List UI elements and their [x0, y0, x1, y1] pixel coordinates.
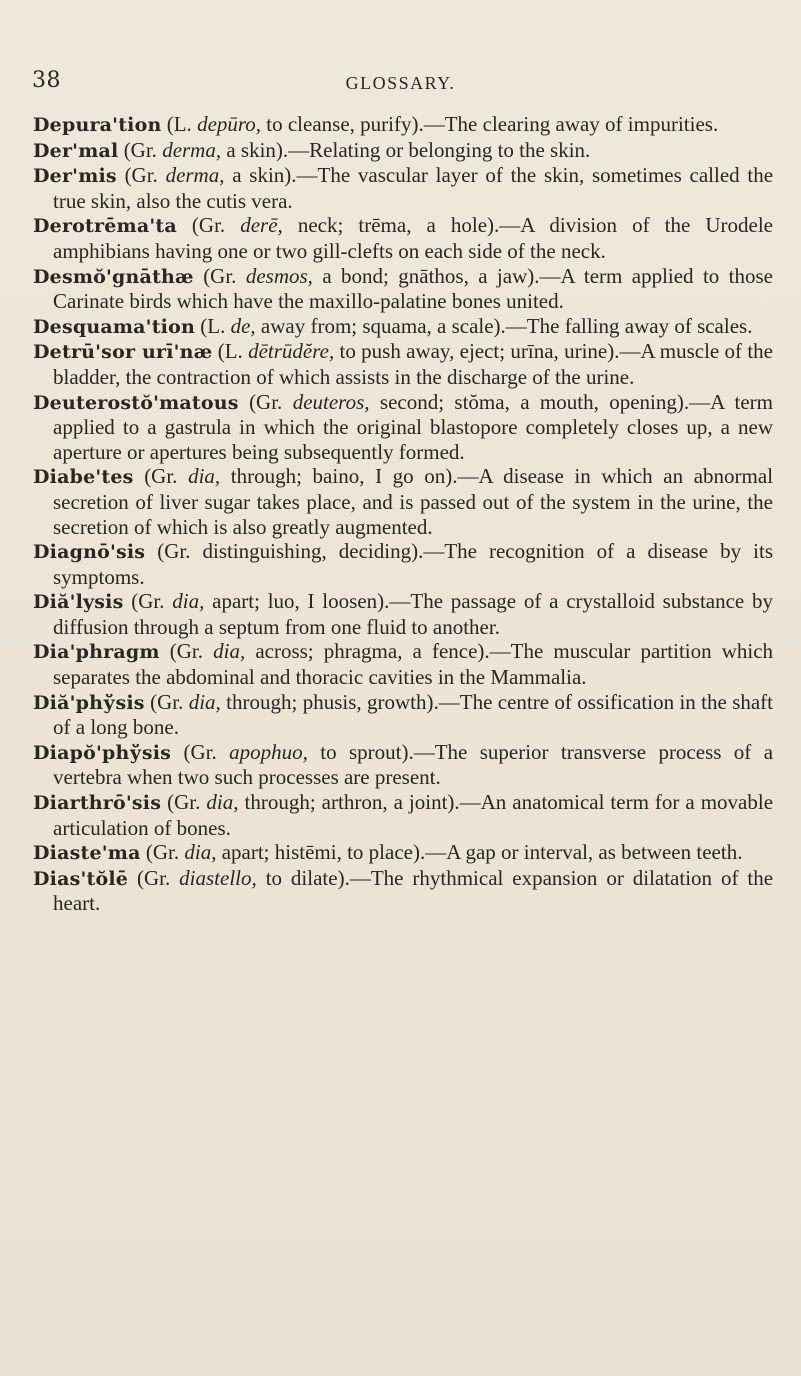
glossary-entry — [33, 539, 773, 589]
headword: Diarthrō'sis — [33, 792, 162, 815]
page-number: 38 — [32, 68, 61, 93]
etymon: dia, — [184, 840, 217, 865]
definition: to cleanse, purify).—The clearing away of impurities. — [266, 112, 719, 136]
language-note: (L. — [200, 313, 226, 338]
glossary-entry — [33, 840, 773, 866]
etymon: depūro, — [197, 112, 262, 136]
language-note: (Gr. — [169, 639, 203, 664]
headword: Dias'tŏlē — [33, 867, 129, 890]
etymon: diastello, — [179, 865, 257, 890]
headword: Dia'phragm — [33, 641, 160, 664]
headword: Der'mal — [33, 139, 119, 162]
headword: Desquama'tion — [33, 315, 195, 338]
etymon: desmos, — [245, 263, 313, 288]
language-note: (Gr. — [167, 790, 201, 815]
glossary-entry — [33, 314, 773, 340]
glossary-entry — [33, 339, 773, 389]
definition: to sprout).—The superior transverse process of a vertebra when two such processes are present. — [53, 739, 774, 790]
language-note: (Gr. — [157, 539, 191, 564]
language-note: (L. — [166, 112, 192, 136]
definition: a skin).—Relating or belonging to the skin. — [226, 137, 591, 162]
etymon: dia, — [188, 689, 221, 714]
glossary-entry — [33, 740, 773, 790]
definition: through; phusis, growth).—The centre of ossification in the shaft of a long bone. — [53, 689, 774, 740]
language-note: (Gr. — [137, 865, 171, 890]
glossary-entry — [33, 639, 773, 689]
headword: Desmŏ'gnāthæ — [33, 265, 194, 288]
headword: Diă'phўsis — [33, 691, 145, 714]
glossary-entry — [33, 866, 773, 916]
language-note: (Gr. — [144, 464, 178, 489]
definition: to push away, eject; urīna, urine).—A muscle of the bladder, the contraction of which assists in the discharge of the urine. — [53, 339, 773, 389]
etymon: dia, — [206, 790, 239, 815]
glossary-entry — [33, 112, 773, 138]
definition: second; stŏma, a mouth, opening).—A term applied to a gastrula in which the original blastopore completely closes up, a new aperture or apertures being subsequently formed. — [53, 389, 774, 464]
headword: Diă'lysis — [33, 591, 124, 614]
language-note: (Gr. — [183, 739, 217, 764]
glossary-entry — [33, 690, 773, 740]
headword: Der'mis — [33, 165, 117, 188]
glossary-entry — [33, 390, 773, 465]
glossary-entry — [33, 264, 773, 314]
etymon: dētrūdĕre, — [248, 339, 335, 364]
headword: Deuterostŏ'matous — [33, 391, 239, 414]
language-note: (Gr. — [249, 389, 283, 414]
headword: Diagnō'sis — [33, 541, 146, 564]
etymon: derma, — [162, 137, 222, 162]
etymon: dia, — [188, 464, 221, 489]
headword: Derotrēma'ta — [33, 215, 177, 238]
definition: away from; squama, a scale).—The falling away of scales. — [260, 313, 753, 338]
definition: neck; trēma, a hole).—A division of the Urodele amphibians having one or two gill-clefts on each side of the neck. — [53, 213, 774, 263]
language-note: (Gr. — [191, 213, 226, 238]
etymon: derma, — [165, 163, 225, 188]
definition: apart; luo, I loosen).—The passage of a crystalloid substance by diffusion through a septum from one fluid to another. — [53, 589, 774, 639]
glossary-entries — [33, 112, 773, 916]
definition: a bond; gnāthos, a jaw).—A term applied to those Carinate birds which have the maxillo-palatine bones united. — [53, 263, 773, 314]
glossary-entry — [33, 163, 773, 213]
etymon: dia, — [213, 639, 246, 664]
page-header — [32, 68, 772, 98]
language-note: (Gr. — [145, 840, 180, 865]
glossary-entry — [33, 138, 773, 164]
etymon: deuteros, — [292, 389, 370, 414]
headword: Diabe'tes — [33, 466, 134, 489]
etymon: de, — [230, 313, 256, 338]
headword: Diaste'ma — [33, 842, 141, 865]
headword: Detrū'sor urī'næ — [33, 341, 213, 364]
glossary-entry — [33, 464, 773, 539]
definition: through; baino, I go on).—A disease in which an abnormal secretion of liver sugar takes place, and is passed out of the system in the urine, the secretion of which is also greatly augmented. — [53, 464, 774, 539]
headword: Diapŏ'phўsis — [33, 741, 172, 764]
language-note: (Gr. — [203, 263, 237, 288]
definition: across; phragma, a fence).—The muscular partition which separates the abdominal and thoracic cavities in the Mammalia. — [53, 639, 774, 690]
etymon: apophuo, — [229, 739, 308, 764]
definition: through; arthron, a joint).—An anatomical term for a movable articulation of bones. — [53, 790, 774, 840]
definition: distinguishing, deciding).—The recognition of a disease by its symptoms. — [53, 539, 774, 589]
language-note: (Gr. — [123, 137, 157, 162]
running-head: GLOSSARY. — [345, 73, 456, 93]
etymon: derē, — [240, 213, 283, 238]
glossary-entry — [33, 213, 773, 263]
language-note: (L. — [217, 339, 243, 364]
language-note: (Gr. — [131, 589, 165, 614]
language-note: (Gr. — [150, 689, 184, 714]
definition: apart; histēmi, to place).—A gap or interval, as between teeth. — [221, 840, 743, 865]
definition: a skin).—The vascular layer of the skin, sometimes called the true skin, also the cutis vera. — [53, 163, 774, 213]
headword: Depura'tion — [33, 114, 162, 136]
definition: to dilate).—The rhythmical expansion or dilatation of the heart. — [53, 865, 774, 916]
language-note: (Gr. — [124, 163, 158, 188]
etymon: dia, — [172, 589, 205, 614]
glossary-entry — [33, 790, 773, 840]
glossary-entry — [33, 589, 773, 639]
